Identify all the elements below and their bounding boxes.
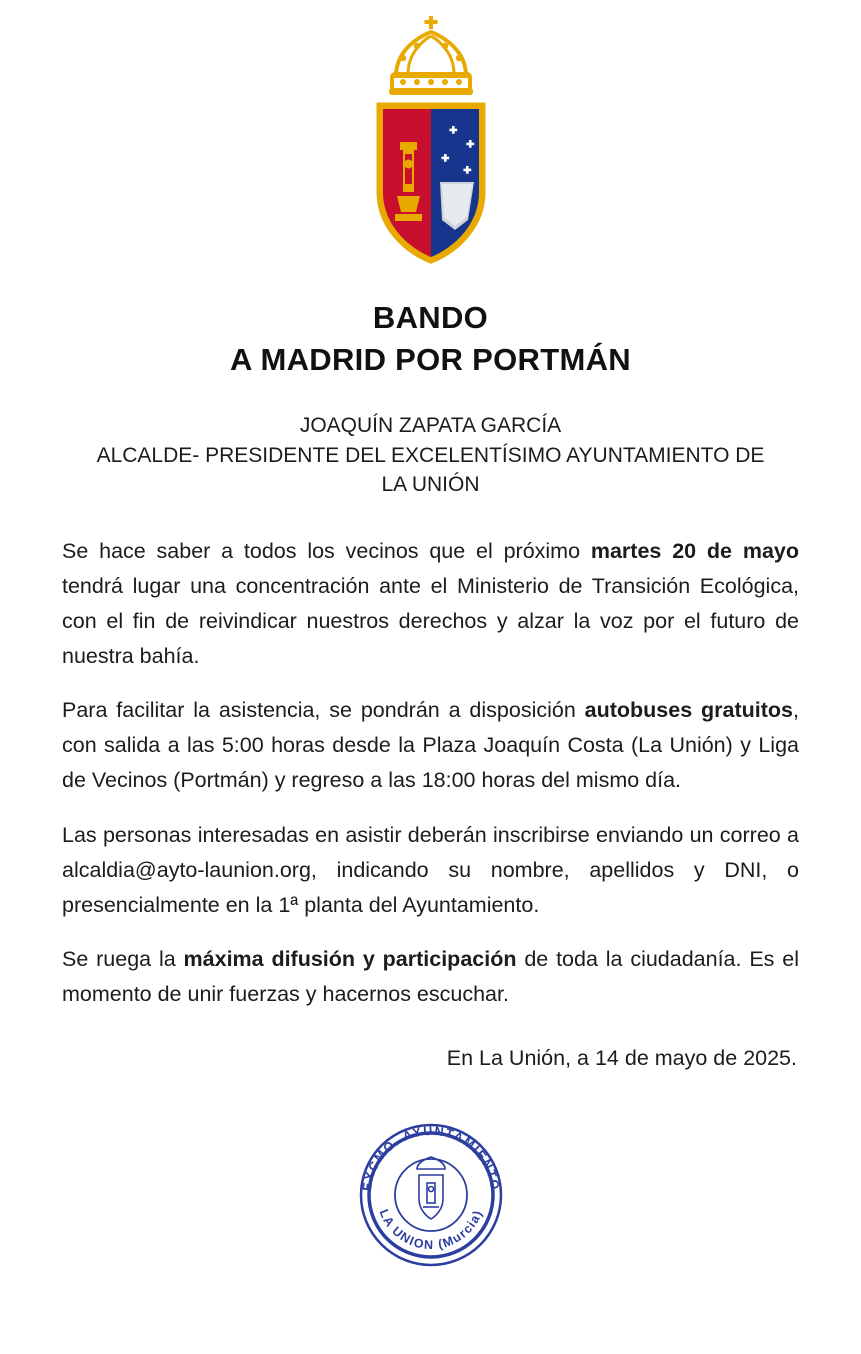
emphasized-text: autobuses gratuitos [584, 698, 794, 723]
emphasized-text: máxima difusión y participación [183, 947, 517, 972]
body-paragraph [62, 534, 799, 673]
officer-role-line-2: LA UNIÓN [381, 473, 480, 497]
body-paragraph [62, 818, 799, 922]
crest-container [62, 0, 799, 269]
la-union-coat-of-arms-icon [356, 14, 506, 269]
signoff-line: En La Unión, a 14 de mayo de 2025. [446, 1046, 797, 1071]
title-line-1: BANDO [372, 300, 489, 335]
document-body [62, 534, 799, 1012]
body-text: Para facilitar la asistencia, se pondrán a disposición [62, 698, 585, 723]
officer-name: JOAQUÍN ZAPATA GARCÍA [299, 413, 562, 437]
page-title [62, 297, 799, 381]
body-text: tendrá lugar una concentración ante el Ministerio de Transición Ecológica, con el fin de reivindicar nuestros derechos y alzar la voz por el futuro de nuestra bahía. [62, 573, 799, 668]
body-text: Se hace saber a todos los vecinos que el próximo [62, 539, 591, 564]
body-text: Las personas interesadas en asistir deberán inscribirse enviando un correo a alcaldia@ayto-launion.org, indicando su nombre, apellidos y DNI, o presencialmente en la 1ª planta del Ayuntamiento. [62, 822, 799, 917]
officer-block [62, 411, 799, 500]
stamp-container [62, 1111, 799, 1279]
body-paragraph [62, 693, 799, 797]
officer-role-line-1: ALCALDE- PRESIDENTE DEL EXCELENTÍSIMO AYUNTAMIENTO DE [96, 443, 765, 467]
svg-text:LA UNION (Murcia): LA UNION (Murcia) [376, 1207, 485, 1253]
body-text: , con salida a las 5:00 horas desde la Plaza Joaquín Costa (La Unión) y Liga de Vecinos (Portmán) y regreso a las 18:00 horas del mismo día. [62, 698, 799, 793]
emphasized-text: martes 20 de mayo [590, 539, 799, 564]
body-text: de toda la ciudadanía. Es el momento de unir fuerzas y hacernos escuchar. [62, 947, 799, 1007]
svg-text:EXCMO. AYUNTAMIENTO: EXCMO. AYUNTAMIENTO [359, 1123, 502, 1193]
title-line-2: A MADRID POR PORTMÁN [230, 341, 631, 377]
official-round-stamp-icon [347, 1111, 515, 1279]
body-paragraph [62, 942, 799, 1012]
body-text: Se ruega la [62, 947, 184, 972]
